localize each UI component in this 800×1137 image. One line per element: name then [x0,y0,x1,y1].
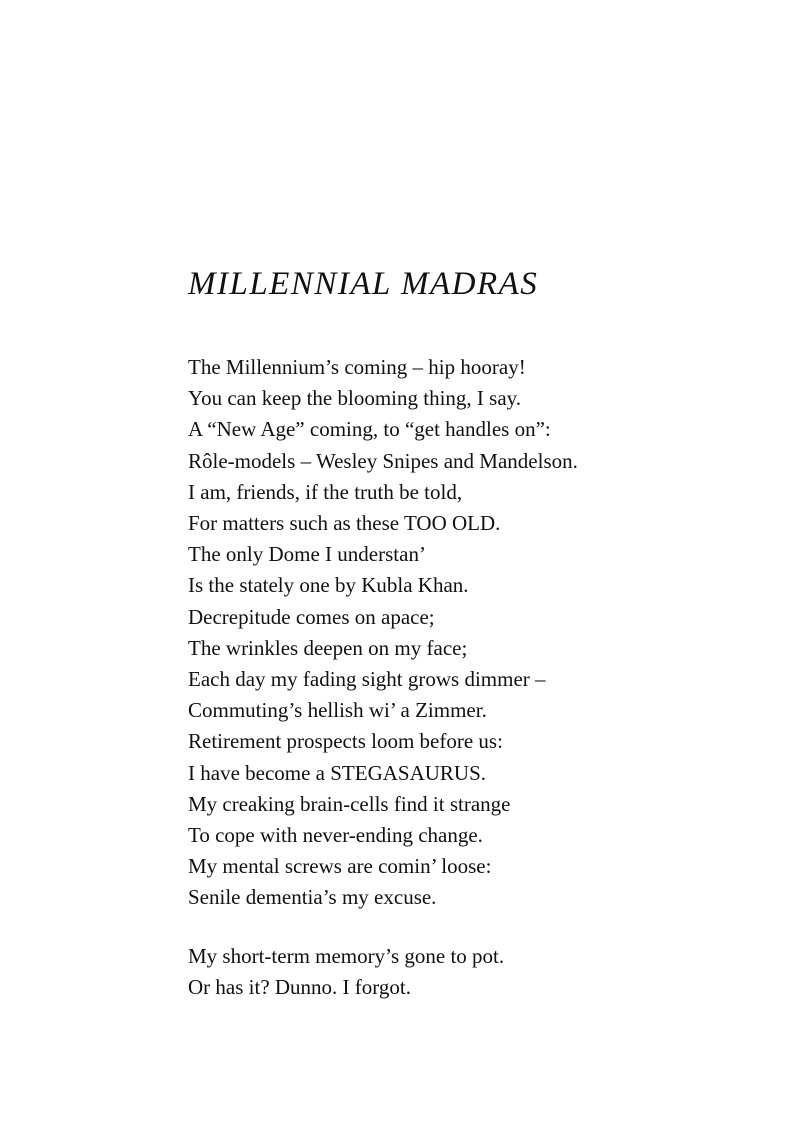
poem-line: Each day my fading sight grows dimmer – [188,667,546,692]
poem-line: I am, friends, if the truth be told, [188,479,463,504]
poem-line: Rôle-models – Wesley Snipes and Mandelson. [188,448,578,473]
poem-line: The wrinkles deepen on my face; [188,635,468,660]
poem-line: Is the stately one by Kubla Khan. [188,573,469,598]
poem-line: Retirement prospects loom before us: [188,729,503,754]
poem-line: To cope with never-ending change. [188,823,483,848]
poem-line: My short-term memory’s gone to pot. [188,944,505,968]
stanza-1 [188,352,578,914]
stanza-2 [188,941,504,1003]
poem-line: Commuting’s hellish wi’ a Zimmer. [188,698,487,723]
poem-line: The Millennium’s coming – hip hooray! [188,355,526,379]
poem-line: I have become a STEGASAURUS. [188,760,487,785]
poem-line: A “New Age” coming, to “get handles on”: [188,417,551,442]
poem-line: Decrepitude comes on apace; [188,604,435,629]
poem-line: My mental screws are comin’ loose: [188,854,492,879]
poem-line: For matters such as these TOO OLD. [188,511,501,536]
poem-line: You can keep the blooming thing, I say. [188,386,522,411]
poem-line: The only Dome I understan’ [188,542,426,567]
poem-line: My creaking brain-cells find it strange [188,791,511,816]
poem-line: Or has it? Dunno. I forgot. [188,975,411,1000]
poem-title: MILLENNIAL MADRAS [188,266,539,302]
poem-line: Senile dementia’s my excuse. [188,885,437,910]
